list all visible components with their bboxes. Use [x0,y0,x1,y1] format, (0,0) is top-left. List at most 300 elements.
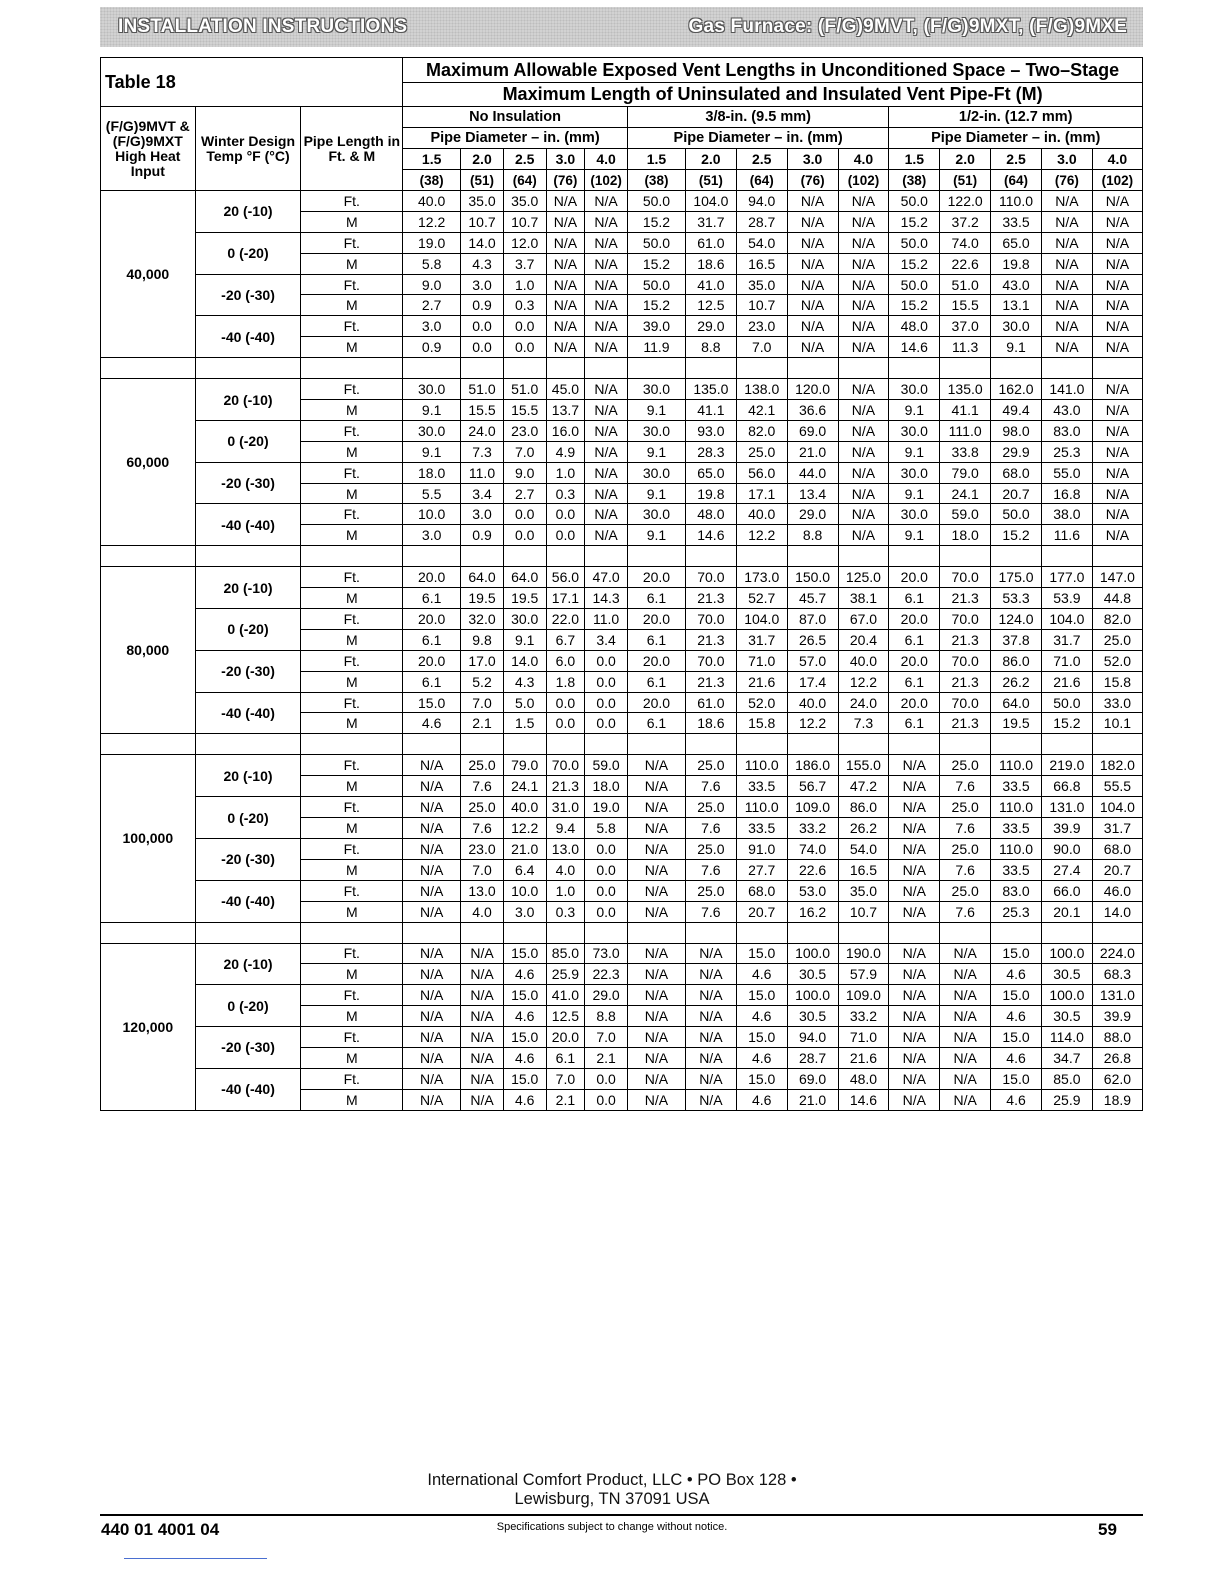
vent-length-cell: 33.5 [991,859,1042,880]
pipe-size-header: 2.0 [940,149,991,170]
vent-length-cell: 39.9 [1041,818,1092,839]
unit-cell: M [301,671,403,692]
spacer-cell [195,546,301,567]
vent-length-cell: 83.0 [1041,420,1092,441]
vent-length-cell: 16.5 [736,253,787,274]
vent-length-cell: 67.0 [838,609,889,630]
table-row [101,567,1143,588]
scan-mark [124,1558,267,1559]
vent-length-cell: 110.0 [991,755,1042,776]
table-row [101,462,1143,483]
vent-length-cell: 68.0 [736,880,787,901]
vent-length-cell: 0.0 [585,880,628,901]
company-address [0,1471,1224,1509]
unit-cell: Ft. [301,692,403,713]
vent-length-cell: 25.0 [940,797,991,818]
vent-length-cell: N/A [889,776,940,797]
pipe-size-mm-header: (51) [940,170,991,191]
vent-length-cell: N/A [889,797,940,818]
vent-length-cell: 14.6 [685,525,736,546]
vent-length-cell: N/A [585,211,628,232]
table-subtitle: Maximum Length of Uninsulated and Insulated Vent Pipe-Ft (M) [403,83,1143,107]
vent-length-cell: 4.6 [991,1006,1042,1027]
vent-length-cell: 21.3 [685,671,736,692]
spacer-cell [1092,922,1142,943]
vent-length-cell: 20.7 [736,901,787,922]
vent-length-cell: 45.7 [787,588,838,609]
vent-length-cell: 4.6 [991,1047,1042,1068]
vent-length-cell: 141.0 [1041,379,1092,400]
table-row [101,755,1143,776]
vent-length-cell: 15.0 [736,1027,787,1048]
vent-length-cell: 18.0 [585,776,628,797]
vent-length-cell: 47.0 [585,567,628,588]
vent-length-cell: 50.0 [889,191,940,212]
vent-length-cell: 79.0 [940,462,991,483]
spacer-cell [195,922,301,943]
heat-input-cell: 120,000 [101,943,196,1110]
vent-length-cell: 147.0 [1092,567,1142,588]
vent-length-cell: 85.0 [1041,1068,1092,1089]
vent-length-cell: 15.8 [1092,671,1142,692]
unit-cell: M [301,295,403,316]
vent-length-cell: 31.7 [736,629,787,650]
pipe-diameter-label: Pipe Diameter – in. (mm) [627,128,888,149]
vent-length-cell: N/A [889,880,940,901]
vent-length-cell: 9.1 [403,441,461,462]
vent-length-cell: 0.0 [546,692,585,713]
vent-length-cell: 56.7 [787,776,838,797]
vent-length-cell: N/A [787,274,838,295]
vent-length-cell: 21.3 [940,629,991,650]
vent-length-cell: 61.0 [685,692,736,713]
vent-length-cell: 66.0 [1041,880,1092,901]
vent-length-cell: N/A [838,337,889,358]
vent-length-cell: 43.0 [1041,400,1092,421]
pipe-size-header: 2.5 [991,149,1042,170]
vent-length-cell: 28.7 [736,211,787,232]
vent-length-cell: 15.0 [503,985,546,1006]
spacer-cell [940,358,991,379]
vent-length-cell: 4.6 [736,964,787,985]
vent-length-cell: 55.0 [1041,462,1092,483]
vent-length-cell: N/A [627,1047,685,1068]
section-spacer [101,734,1143,755]
spacer-cell [1041,922,1092,943]
vent-length-cell: 30.0 [627,504,685,525]
vent-length-cell: 7.0 [736,337,787,358]
vent-length-cell: N/A [627,1089,685,1110]
vent-length-cell: 9.1 [503,629,546,650]
vent-length-cell: 20.7 [1092,859,1142,880]
vent-length-cell: N/A [585,400,628,421]
vent-length-cell: 30.0 [889,504,940,525]
spacer-cell [546,546,585,567]
vent-length-cell: 7.3 [838,713,889,734]
vent-length-cell: 25.9 [546,964,585,985]
vent-length-cell: N/A [627,901,685,922]
vent-length-cell: 20.0 [403,567,461,588]
vent-length-cell: 19.5 [991,713,1042,734]
vent-length-cell: N/A [1092,504,1142,525]
vent-length-cell: 29.9 [991,441,1042,462]
unit-cell: Ft. [301,462,403,483]
spacer-cell [301,546,403,567]
design-temp-cell: -20 (-30) [195,838,301,880]
spacer-cell [1092,734,1142,755]
vent-length-cell: 15.0 [403,692,461,713]
pipe-size-mm-header: (38) [889,170,940,191]
vent-length-cell: 71.0 [1041,650,1092,671]
vent-length-cell: 0.3 [503,295,546,316]
vent-length-cell: 11.0 [585,609,628,630]
vent-length-cell: 190.0 [838,943,889,964]
vent-length-cell: 15.2 [889,211,940,232]
vent-length-cell: 15.0 [736,1068,787,1089]
unit-cell: M [301,211,403,232]
unit-cell: M [301,629,403,650]
vent-length-cell: 15.5 [503,400,546,421]
design-temp-cell: -40 (-40) [195,692,301,734]
vent-length-cell: 19.5 [461,588,504,609]
vent-length-cell: 70.0 [685,650,736,671]
spacer-cell [585,546,628,567]
vent-length-cell: 7.0 [461,859,504,880]
vent-length-cell: N/A [685,964,736,985]
vent-length-cell: N/A [940,985,991,1006]
vent-length-cell: 0.0 [585,650,628,671]
specifications-notice: Specifications subject to change without notice. [496,1521,728,1533]
vent-length-cell: 74.0 [787,838,838,859]
vent-length-cell: N/A [585,525,628,546]
vent-length-cell: 8.8 [787,525,838,546]
vent-length-cell: 11.0 [461,462,504,483]
unit-cell: M [301,713,403,734]
vent-length-cell: N/A [889,964,940,985]
vent-length-cell: 44.0 [787,462,838,483]
vent-length-cell: 15.0 [736,943,787,964]
vent-length-cell: N/A [940,1027,991,1048]
vent-length-cell: 12.0 [503,232,546,253]
vent-length-cell: N/A [787,337,838,358]
vent-length-cell: 40.0 [503,797,546,818]
pipe-size-mm-header: (38) [403,170,461,191]
vent-length-cell: N/A [787,295,838,316]
vent-length-cell: 15.2 [627,211,685,232]
spacer-cell [503,546,546,567]
section-spacer [101,922,1143,943]
vent-length-cell: 9.8 [461,629,504,650]
spacer-cell [461,358,504,379]
vent-length-cell: 7.6 [685,901,736,922]
vent-length-cell: 49.4 [991,400,1042,421]
design-temp-cell: -20 (-30) [195,462,301,504]
vent-length-cell: 26.2 [838,818,889,839]
vent-length-cell: N/A [889,1047,940,1068]
vent-length-cell: 70.0 [685,567,736,588]
design-temp-cell: -40 (-40) [195,880,301,922]
vent-length-cell: 12.2 [736,525,787,546]
vent-length-cell: 12.2 [787,713,838,734]
vent-length-cell: 19.8 [991,253,1042,274]
vent-length-cell: 15.0 [503,943,546,964]
vent-length-cell: 34.7 [1041,1047,1092,1068]
heat-input-cell: 100,000 [101,755,196,922]
unit-cell: Ft. [301,985,403,1006]
vent-length-cell: 21.3 [685,588,736,609]
vent-length-cell: 28.3 [685,441,736,462]
vent-length-cell: N/A [685,1089,736,1110]
vent-length-cell: 21.0 [787,1089,838,1110]
vent-length-cell: 30.0 [403,420,461,441]
pipe-size-header: 3.0 [787,149,838,170]
unit-cell: M [301,337,403,358]
vent-length-cell: 50.0 [627,232,685,253]
vent-length-cell: N/A [403,1089,461,1110]
vent-length-cell: 2.7 [503,483,546,504]
design-temp-cell: -40 (-40) [195,504,301,546]
vent-length-cell: N/A [627,859,685,880]
table-row [101,420,1143,441]
vent-length-cell: 20.7 [991,483,1042,504]
vent-length-cell: 26.5 [787,629,838,650]
vent-length-cell: N/A [1041,316,1092,337]
vent-length-cell: N/A [585,295,628,316]
vent-length-cell: 110.0 [736,797,787,818]
vent-length-cell: N/A [940,964,991,985]
vent-length-cell: 10.7 [503,211,546,232]
vent-length-cell: N/A [838,295,889,316]
vent-length-cell: 61.0 [685,232,736,253]
vent-length-cell: N/A [585,420,628,441]
vent-length-cell: N/A [403,880,461,901]
vent-length-cell: 41.0 [546,985,585,1006]
table-row [101,797,1143,818]
vent-length-cell: 15.0 [991,1027,1042,1048]
vent-length-cell: 64.0 [991,692,1042,713]
vent-length-cell: 13.0 [546,838,585,859]
spacer-cell [787,546,838,567]
vent-length-cell: 25.0 [736,441,787,462]
spacer-cell [889,546,940,567]
vent-length-cell: 120.0 [787,379,838,400]
design-temp-cell: 0 (-20) [195,985,301,1027]
vent-length-cell: N/A [403,776,461,797]
col-header-pipe: Pipe Length in Ft. & M [301,107,403,191]
vent-length-cell: 56.0 [546,567,585,588]
unit-cell: Ft. [301,1027,403,1048]
vent-length-cell: N/A [838,525,889,546]
vent-length-cell: 9.1 [991,337,1042,358]
spacer-cell [301,922,403,943]
vent-length-cell: 21.3 [940,588,991,609]
vent-length-cell: N/A [838,441,889,462]
vent-length-cell: 7.6 [940,776,991,797]
pipe-size-header: 4.0 [838,149,889,170]
pipe-size-mm-header: (76) [546,170,585,191]
design-temp-cell: -40 (-40) [195,316,301,358]
vent-length-cell: N/A [889,1006,940,1027]
vent-length-cell: 40.0 [736,504,787,525]
vent-length-cell: 6.1 [546,1047,585,1068]
vent-length-cell: 24.1 [940,483,991,504]
vent-length-cell: 36.6 [787,400,838,421]
vent-length-cell: 57.0 [787,650,838,671]
vent-length-cell: 7.0 [503,441,546,462]
unit-cell: Ft. [301,880,403,901]
vent-length-cell: 9.1 [889,525,940,546]
vent-length-cell: 5.8 [585,818,628,839]
vent-length-cell: 7.0 [461,692,504,713]
vent-length-cell: 19.8 [685,483,736,504]
vent-length-cell: 40.0 [838,650,889,671]
vent-length-cell: 68.0 [991,462,1042,483]
vent-length-cell: 33.2 [787,818,838,839]
vent-length-cell: 4.6 [736,1047,787,1068]
design-temp-cell: -20 (-30) [195,274,301,316]
vent-length-cell: 20.4 [838,629,889,650]
vent-length-cell: 6.1 [627,629,685,650]
vent-length-cell: 35.0 [503,191,546,212]
vent-length-cell: 82.0 [736,420,787,441]
vent-length-cell: 62.0 [1092,1068,1142,1089]
vent-length-cell: 104.0 [1041,609,1092,630]
vent-length-cell: 54.0 [736,232,787,253]
vent-length-cell: 11.6 [1041,525,1092,546]
pipe-size-mm-header: (64) [736,170,787,191]
unit-cell: Ft. [301,650,403,671]
vent-length-cell: 47.2 [838,776,889,797]
design-temp-cell: 0 (-20) [195,797,301,839]
unit-cell: Ft. [301,316,403,337]
col-header-temp: Winter Design Temp °F (°C) [195,107,301,191]
vent-length-cell: 155.0 [838,755,889,776]
design-temp-cell: -20 (-30) [195,650,301,692]
pipe-size-mm-header: (102) [585,170,628,191]
vent-length-cell: 5.0 [503,692,546,713]
vent-length-cell: 32.0 [461,609,504,630]
vent-length-cell: 186.0 [787,755,838,776]
vent-length-cell: 42.1 [736,400,787,421]
vent-length-cell: 122.0 [940,191,991,212]
spacer-cell [736,922,787,943]
vent-length-cell: 85.0 [546,943,585,964]
table-row [101,1068,1143,1089]
vent-length-cell: 53.9 [1041,588,1092,609]
vent-length-cell: N/A [889,1089,940,1110]
vent-length-cell: N/A [461,1047,504,1068]
spacer-cell [991,734,1042,755]
vent-length-cell: 6.4 [503,859,546,880]
spacer-cell [940,546,991,567]
vent-length-cell: 0.9 [461,295,504,316]
vent-length-cell: 173.0 [736,567,787,588]
vent-length-cell: 7.6 [685,776,736,797]
spacer-cell [585,922,628,943]
vent-length-cell: 22.3 [585,964,628,985]
spacer-cell [1041,546,1092,567]
vent-length-cell: 52.0 [736,692,787,713]
vent-length-cell: 39.9 [1092,1006,1142,1027]
vent-length-cell: N/A [1092,274,1142,295]
vent-length-cell: 13.4 [787,483,838,504]
spacer-cell [787,734,838,755]
vent-length-cell: 15.0 [736,985,787,1006]
vent-length-cell: 15.0 [991,943,1042,964]
unit-cell: Ft. [301,838,403,859]
vent-length-cell: N/A [627,838,685,859]
spacer-cell [787,358,838,379]
unit-cell: Ft. [301,232,403,253]
vent-length-cell: 30.0 [403,379,461,400]
vent-length-cell: 26.8 [1092,1047,1142,1068]
vent-length-cell: 27.4 [1041,859,1092,880]
design-temp-cell: 20 (-10) [195,755,301,797]
vent-length-cell: 0.0 [503,504,546,525]
table-row [101,1027,1143,1048]
vent-length-cell: 0.0 [585,1089,628,1110]
spacer-cell [940,922,991,943]
design-temp-cell: 20 (-10) [195,379,301,421]
heat-input-cell: 60,000 [101,379,196,546]
vent-length-cell: N/A [838,232,889,253]
vent-length-cell: 150.0 [787,567,838,588]
vent-length-cell: 14.0 [503,650,546,671]
vent-length-cell: 43.0 [991,274,1042,295]
vent-length-cell: N/A [627,880,685,901]
vent-length-cell: 51.0 [503,379,546,400]
vent-length-cell: 53.0 [787,880,838,901]
vent-length-cell: N/A [940,1006,991,1027]
vent-length-cell: 4.6 [991,964,1042,985]
vent-length-cell: 38.1 [838,588,889,609]
vent-length-cell: N/A [838,191,889,212]
vent-length-cell: 33.0 [1092,692,1142,713]
vent-length-cell: N/A [546,337,585,358]
vent-length-cell: N/A [1041,295,1092,316]
spacer-cell [685,358,736,379]
vent-length-cell: N/A [889,838,940,859]
vent-length-cell: 59.0 [940,504,991,525]
vent-length-cell: 124.0 [991,609,1042,630]
spacer-cell [889,358,940,379]
spacer-cell [685,922,736,943]
vent-length-cell: N/A [546,191,585,212]
vent-length-cell: 138.0 [736,379,787,400]
vent-length-cell: N/A [838,379,889,400]
vent-length-cell: N/A [627,797,685,818]
vent-length-cell: 0.0 [585,692,628,713]
vent-length-cell: 30.0 [991,316,1042,337]
vent-length-cell: 52.0 [1092,650,1142,671]
vent-length-cell: 30.0 [627,420,685,441]
vent-length-cell: N/A [838,253,889,274]
spacer-cell [195,358,301,379]
vent-length-cell: N/A [889,755,940,776]
vent-length-cell: 224.0 [1092,943,1142,964]
vent-length-cell: 6.1 [889,671,940,692]
vent-length-cell: 98.0 [991,420,1042,441]
vent-length-cell: 5.5 [403,483,461,504]
vent-length-cell: 0.0 [546,525,585,546]
vent-length-cell: 9.1 [403,400,461,421]
vent-length-cell: 79.0 [503,755,546,776]
vent-length-cell: N/A [1041,253,1092,274]
vent-length-cell: 3.4 [585,629,628,650]
vent-length-cell: 48.0 [838,1068,889,1089]
unit-cell: M [301,776,403,797]
vent-length-cell: 16.8 [1041,483,1092,504]
